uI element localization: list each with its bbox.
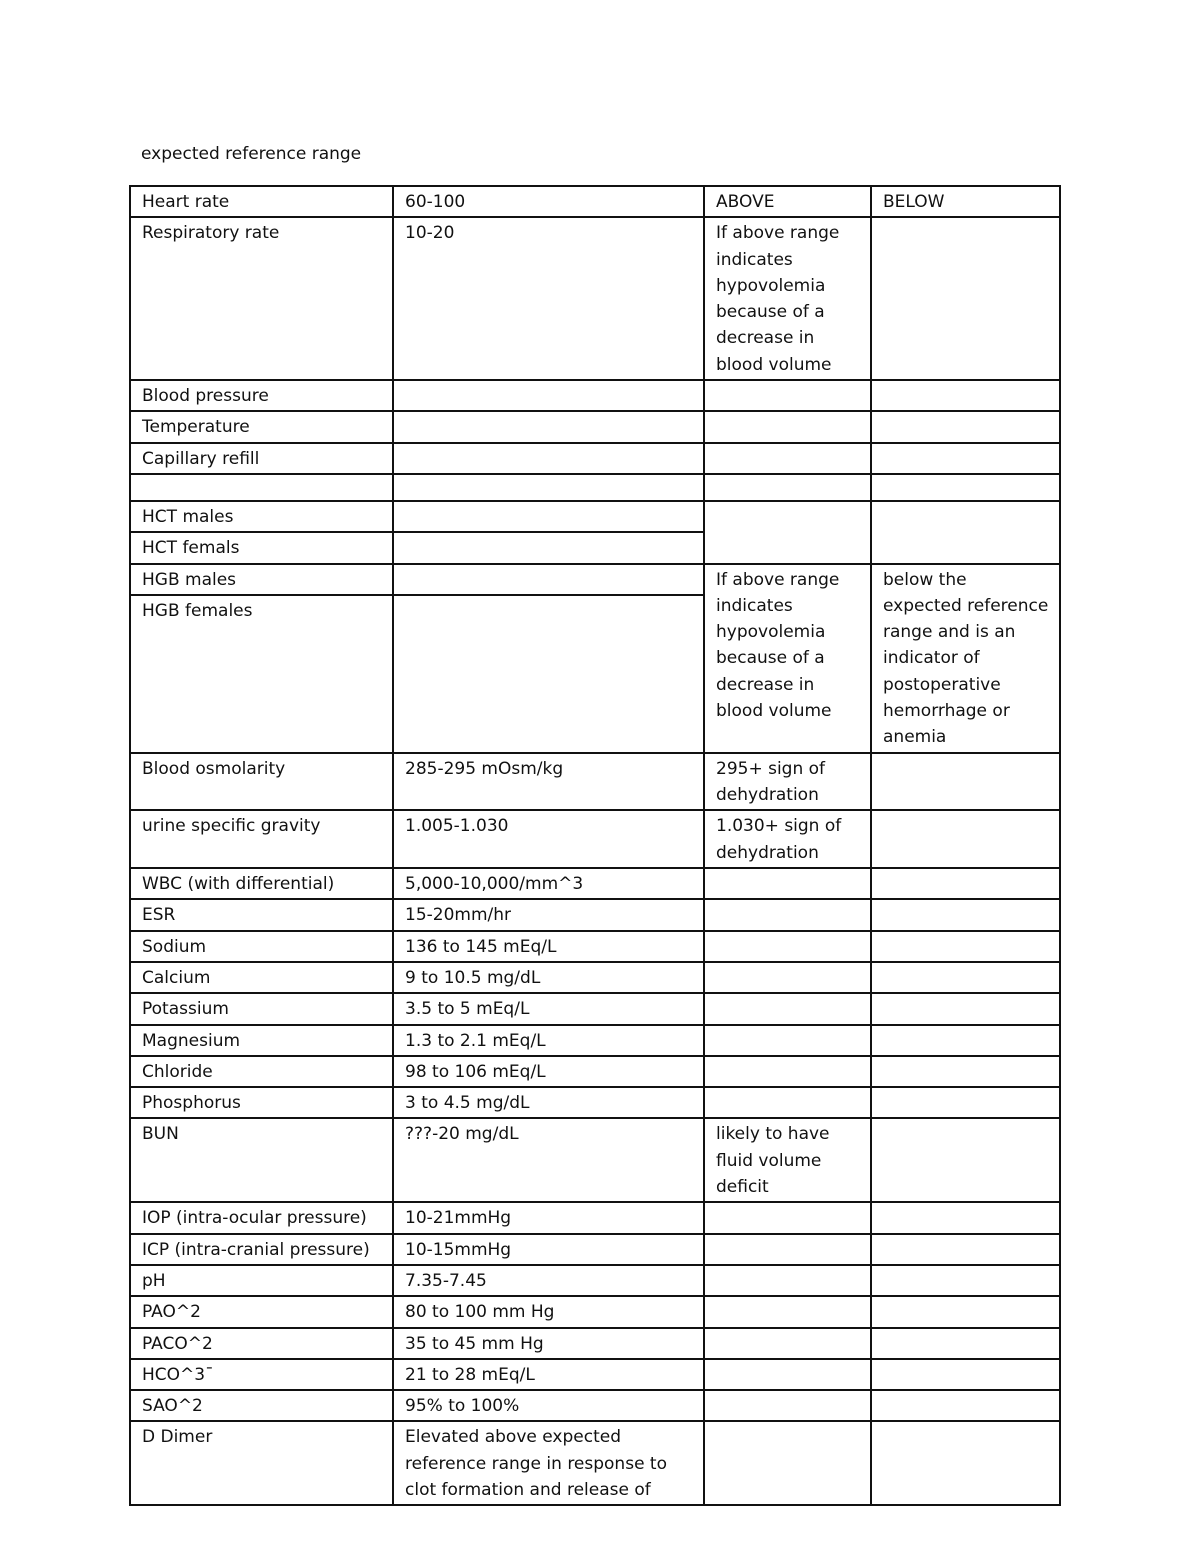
- table-row: [130, 810, 1060, 868]
- table-cell: [393, 564, 704, 595]
- table-cell: [871, 1328, 1060, 1359]
- table-cell: [704, 443, 871, 474]
- table-cell: 1.005-1.030: [393, 810, 704, 868]
- table-cell: 10-21mmHg: [393, 1202, 704, 1233]
- table-row: [130, 443, 1060, 474]
- table-row: [130, 899, 1060, 930]
- table-row: [130, 1025, 1060, 1056]
- table-cell: 10-20: [393, 217, 704, 380]
- table-cell: pH: [130, 1265, 393, 1296]
- table-cell: Elevated above expected reference range in response to clot formation and release of: [393, 1421, 704, 1505]
- table-cell: 21 to 28 mEq/L: [393, 1359, 704, 1390]
- table-cell: If above range indicates hypovolemia because of a decrease in blood volume: [704, 217, 871, 380]
- table-cell: [871, 411, 1060, 442]
- table-cell: [704, 380, 871, 411]
- table-cell: [871, 1025, 1060, 1056]
- table-cell: Respiratory rate: [130, 217, 393, 380]
- table-cell: [704, 1265, 871, 1296]
- table-cell: [871, 443, 1060, 474]
- table-cell: 95% to 100%: [393, 1390, 704, 1421]
- table-cell: HGB females: [130, 595, 393, 753]
- table-cell: [871, 899, 1060, 930]
- table-cell: [704, 1087, 871, 1118]
- table-row: [130, 1265, 1060, 1296]
- table-cell: [704, 411, 871, 442]
- table-row: [130, 1390, 1060, 1421]
- table-cell: [393, 411, 704, 442]
- table-cell: [704, 474, 871, 501]
- table-cell: [130, 474, 393, 501]
- table-cell: [704, 868, 871, 899]
- table-cell: [704, 993, 871, 1024]
- table-cell: 5,000-10,000/mm^3: [393, 868, 704, 899]
- table-row: [130, 1056, 1060, 1087]
- table-cell: [871, 868, 1060, 899]
- table-row: [130, 993, 1060, 1024]
- table-cell: [871, 1202, 1060, 1233]
- table-cell: [704, 931, 871, 962]
- table-cell: below the expected reference range and is an indicator of postoperative hemorrhage or anemia: [871, 564, 1060, 753]
- table-cell: [704, 962, 871, 993]
- table-cell: [704, 1025, 871, 1056]
- table-cell: [704, 1234, 871, 1265]
- table-cell: [704, 1202, 871, 1233]
- table-cell: [871, 1118, 1060, 1202]
- table-row: [130, 931, 1060, 962]
- table-cell: [871, 993, 1060, 1024]
- table-cell: D Dimer: [130, 1421, 393, 1505]
- table-cell: [871, 810, 1060, 868]
- table-row: [130, 753, 1060, 811]
- table-cell: 15-20mm/hr: [393, 899, 704, 930]
- table-cell: Blood pressure: [130, 380, 393, 411]
- table-cell: [871, 380, 1060, 411]
- table-cell: 80 to 100 mm Hg: [393, 1296, 704, 1327]
- table-cell: [871, 501, 1060, 564]
- table-cell: HCO^3¯: [130, 1359, 393, 1390]
- table-cell: 285-295 mOsm/kg: [393, 753, 704, 811]
- table-row: [130, 474, 1060, 501]
- table-cell: Calcium: [130, 962, 393, 993]
- table-cell: ???-20 mg/dL: [393, 1118, 704, 1202]
- table-cell: Capillary refill: [130, 443, 393, 474]
- table-cell: ICP (intra-cranial pressure): [130, 1234, 393, 1265]
- table-cell: HCT femals: [130, 532, 393, 563]
- table-row: [130, 1359, 1060, 1390]
- table-cell: [871, 1359, 1060, 1390]
- table-cell: [393, 595, 704, 753]
- table-row: [130, 1202, 1060, 1233]
- table-cell: HCT males: [130, 501, 393, 532]
- table-cell: [871, 1296, 1060, 1327]
- table-cell: [871, 1390, 1060, 1421]
- table-cell: [393, 443, 704, 474]
- table-row: [130, 217, 1060, 380]
- table-cell: HGB males: [130, 564, 393, 595]
- table-cell: Temperature: [130, 411, 393, 442]
- table-row: [130, 1328, 1060, 1359]
- table-row: [130, 380, 1060, 411]
- table-cell: likely to have fluid volume deficit: [704, 1118, 871, 1202]
- table-cell: 10-15mmHg: [393, 1234, 704, 1265]
- table-cell: 1.030+ sign of dehydration: [704, 810, 871, 868]
- table-cell: Blood osmolarity: [130, 753, 393, 811]
- table-cell: [704, 899, 871, 930]
- table-cell: 3 to 4.5 mg/dL: [393, 1087, 704, 1118]
- table-row: [130, 501, 1060, 532]
- table-row: [130, 1087, 1060, 1118]
- table-cell: WBC (with differential): [130, 868, 393, 899]
- table-cell: [704, 501, 871, 564]
- table-cell: PAO^2: [130, 1296, 393, 1327]
- table-cell: [704, 1328, 871, 1359]
- table-cell: 136 to 145 mEq/L: [393, 931, 704, 962]
- table-row: [130, 1296, 1060, 1327]
- table-cell: [871, 931, 1060, 962]
- table-cell: 3.5 to 5 mEq/L: [393, 993, 704, 1024]
- document-title: expected reference range: [141, 144, 362, 164]
- table-cell: [704, 1056, 871, 1087]
- table-cell: ESR: [130, 899, 393, 930]
- table-cell: ABOVE: [704, 186, 871, 217]
- table-cell: [871, 753, 1060, 811]
- table-cell: [871, 474, 1060, 501]
- table-cell: 9 to 10.5 mg/dL: [393, 962, 704, 993]
- table-cell: [704, 1296, 871, 1327]
- table-cell: If above range indicates hypovolemia because of a decrease in blood volume: [704, 564, 871, 753]
- table-cell: 35 to 45 mm Hg: [393, 1328, 704, 1359]
- table-cell: BUN: [130, 1118, 393, 1202]
- table-cell: 98 to 106 mEq/L: [393, 1056, 704, 1087]
- table-row: [130, 1421, 1060, 1505]
- table-cell: [393, 501, 704, 532]
- table-cell: 7.35-7.45: [393, 1265, 704, 1296]
- table-cell: 1.3 to 2.1 mEq/L: [393, 1025, 704, 1056]
- table-cell: [871, 1087, 1060, 1118]
- table-cell: [871, 1056, 1060, 1087]
- table-cell: [704, 1390, 871, 1421]
- table-cell: Heart rate: [130, 186, 393, 217]
- table-row: [130, 868, 1060, 899]
- table-cell: SAO^2: [130, 1390, 393, 1421]
- table-cell: [393, 532, 704, 563]
- table-header-row: [130, 186, 1060, 217]
- table-cell: [871, 962, 1060, 993]
- table-row: [130, 411, 1060, 442]
- table-cell: Chloride: [130, 1056, 393, 1087]
- table-cell: 60-100: [393, 186, 704, 217]
- table-cell: Sodium: [130, 931, 393, 962]
- table-cell: urine specific gravity: [130, 810, 393, 868]
- table-cell: [393, 474, 704, 501]
- table-cell: [871, 1265, 1060, 1296]
- table-cell: PACO^2: [130, 1328, 393, 1359]
- table-cell: [704, 1421, 871, 1505]
- table-row: [130, 1118, 1060, 1202]
- table-cell: Potassium: [130, 993, 393, 1024]
- table-row: [130, 1234, 1060, 1265]
- table-cell: [704, 1359, 871, 1390]
- table-cell: [393, 380, 704, 411]
- table-cell: IOP (intra-ocular pressure): [130, 1202, 393, 1233]
- table-cell: BELOW: [871, 186, 1060, 217]
- table-cell: [871, 1234, 1060, 1265]
- table-cell: [871, 1421, 1060, 1505]
- table-row: [130, 962, 1060, 993]
- table-cell: [871, 217, 1060, 380]
- reference-range-table: [129, 185, 1061, 1506]
- table-cell: Phosphorus: [130, 1087, 393, 1118]
- table-cell: 295+ sign of dehydration: [704, 753, 871, 811]
- table-row: [130, 564, 1060, 595]
- table-cell: Magnesium: [130, 1025, 393, 1056]
